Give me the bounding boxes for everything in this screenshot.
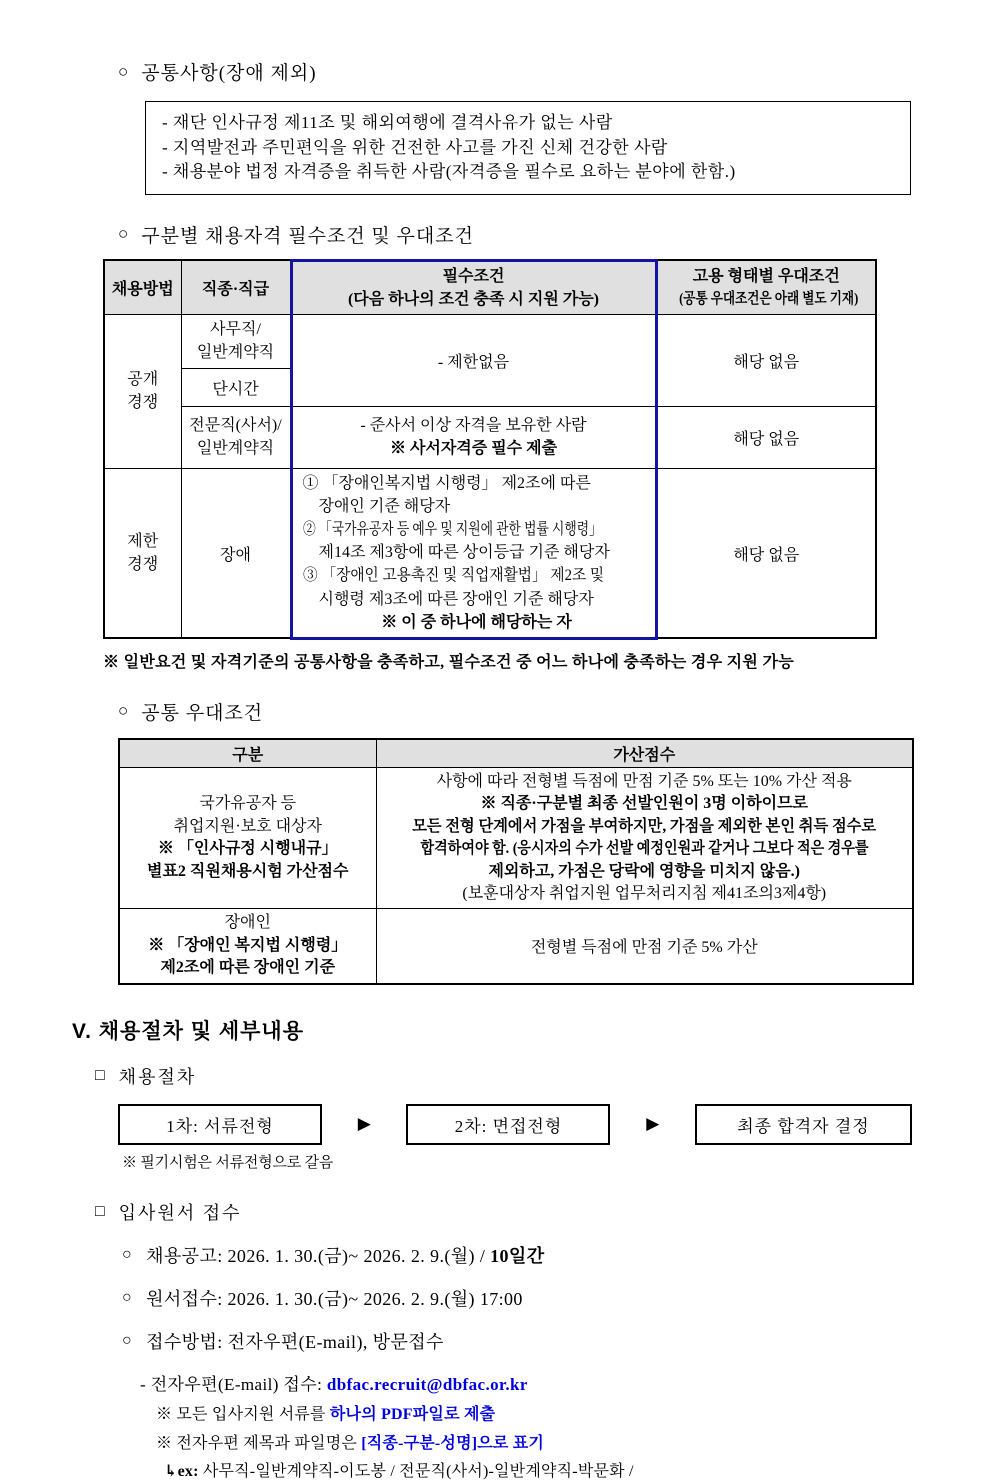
- veteran-bonus-line6: (보훈대상자 취업지원 업무처리지침 제41조의3제4항): [462, 884, 827, 902]
- req-disability-2a-text: ② 「국가유공자 등 예우 및 지원에 관한 법률 시행령」: [302, 521, 602, 539]
- process-subheading-label: 채용절차: [118, 1066, 197, 1087]
- method-limited-line2: 경쟁: [127, 556, 159, 574]
- job-short-cell: 단시간: [181, 368, 291, 406]
- qualification-footnote: ※ 일반요건 및 자격기준의 공통사항을 충족하고, 필수조건 중 어느 하나에 충족하는 경우 지원 가능: [103, 653, 794, 671]
- preference-header-line1: 고용 형태별 우대조건: [692, 268, 840, 286]
- job-professional-line1: 전문직(사서)/: [189, 416, 282, 434]
- flow-step-3: 최종 합격자 결정: [695, 1104, 912, 1145]
- recruit-email-link[interactable]: dbfac.recruit@dbfac.or.kr: [326, 1374, 528, 1394]
- disabled-line2: ※ 「장애인 복지법 시행령」: [148, 936, 348, 954]
- section5-title: V. 채용절차 및 세부내용: [72, 1019, 304, 1043]
- common-requirements-heading: [118, 58, 992, 85]
- requirement-line: - 채용분야 법정 자격증을 취득한 사람(자격증을 필수로 요하는 분야에 한함.): [162, 162, 736, 182]
- example-arrow-prefix: ↳ex:: [164, 1462, 199, 1480]
- col-header-preference: [656, 260, 876, 314]
- method-limited-line1: 제한: [127, 532, 159, 550]
- req-disability-3a-text: ③ 「장애인 고용촉진 및 직업재활법」 제2조 및: [302, 567, 604, 585]
- veteran-line4: 별표2 직원채용시험 가산점수: [147, 862, 349, 880]
- disabled-line1: 장애인: [224, 914, 271, 932]
- req-disability-3b: 시행령 제3조에 따른 장애인 기준 해당자: [318, 590, 594, 608]
- job-professional-line2: 일반계약직: [196, 440, 275, 458]
- req-professional-line1: - 준사서 이상 자격을 보유한 사람: [360, 416, 587, 434]
- req-professional-cell: [291, 406, 656, 468]
- circle-bullet-icon: ○: [122, 1245, 133, 1263]
- method-limited-cell: [104, 468, 181, 638]
- process-subheading: [95, 1063, 992, 1089]
- requirement-line: - 지역발전과 주민편익을 위한 건전한 사고를 가진 신체 건강한 사람: [162, 137, 668, 157]
- application-method-text: 접수방법: 전자우편(E-mail), 방문접수: [146, 1331, 444, 1352]
- arrow-right-icon: ▶: [646, 1114, 660, 1134]
- job-professional-cell: [181, 406, 291, 468]
- flow-step-2: 2차: 면접전형: [406, 1104, 610, 1145]
- veteran-line2: 취업지원·보호 대상자: [173, 817, 322, 835]
- veteran-bonus-line5: 제외하고, 가점은 당락에 영향을 미치지 않음.): [488, 862, 801, 880]
- pdf-note-line: [156, 1401, 992, 1424]
- circle-bullet-icon: ○: [122, 1331, 133, 1349]
- pdf-note-highlight: 하나의 PDF파일로 제출: [329, 1405, 496, 1423]
- req-disability-note: ※ 이 중 하나에 해당하는 자: [381, 613, 572, 631]
- job-office-line1: 사무직/: [210, 321, 261, 339]
- application-period-item: [122, 1285, 992, 1311]
- job-office-cell: [181, 315, 291, 368]
- disabled-type-cell: [119, 909, 376, 984]
- flow-note: ※ 필기시험은 서류전형으로 갈음: [122, 1154, 334, 1171]
- announcement-period-dates: 채용공고: 2026. 1. 30.(금)~ 2026. 2. 9.(월) /: [146, 1245, 491, 1266]
- veteran-bonus-line3: [383, 816, 907, 838]
- req-disability-1b: 장애인 기준 해당자: [318, 497, 451, 515]
- veteran-type-cell: [119, 767, 376, 908]
- job-disability-cell: 장애: [181, 468, 291, 638]
- email-submission-label: - 전자우편(E-mail) 접수:: [140, 1374, 327, 1394]
- qualification-table: [103, 259, 877, 640]
- email-submission-line: [140, 1370, 992, 1395]
- pref-col-header-bonus: 가산점수: [376, 739, 913, 768]
- col-header-method: 채용방법: [104, 260, 181, 314]
- veteran-bonus-line4-text: 합격하여야 함. (응시자의 수가 선발 예정인원과 같거나 그보다 적은 경우를: [420, 840, 869, 858]
- req-disability-2a: [303, 518, 651, 541]
- veteran-bonus-line2: ※ 직종·구분별 최종 선발인원이 3명 이하이므로: [480, 795, 809, 813]
- req-professional-note: ※ 사서자격증 필수 제출: [389, 440, 558, 458]
- circle-bullet-icon: ○: [118, 224, 130, 244]
- method-open-cell: [104, 315, 181, 468]
- filename-note-prefix: ※ 전자우편 제목과 파일명은: [156, 1434, 362, 1452]
- arrow-right-icon: ▶: [357, 1114, 371, 1134]
- job-office-line2: 일반계약직: [196, 344, 275, 362]
- pref-na-cell-2: 해당 없음: [656, 406, 876, 468]
- filename-note-line: [156, 1430, 992, 1453]
- req-disability-2b: 제14조 제3항에 따른 상이등급 기준 해당자: [318, 544, 610, 562]
- announcement-period-duration: 10일간: [490, 1245, 545, 1266]
- flow-step-1: 1차: 서류전형: [118, 1104, 322, 1145]
- qualification-table-title: 구분별 채용자격 필수조건 및 우대조건: [141, 225, 474, 247]
- application-subheading: [95, 1199, 992, 1225]
- application-method-item: [122, 1328, 992, 1354]
- required-header-line2: (다음 하나의 조건 충족 시 지원 가능): [347, 291, 600, 309]
- pref-na-cell-3: 해당 없음: [656, 468, 876, 638]
- req-disability-1a: ① 「장애인복지법 시행령」 제2조에 따른: [302, 474, 591, 492]
- example-body: 사무직-일반계약직-이도봉 / 전문직(사서)-일반계약직-박문화 /: [198, 1462, 634, 1480]
- veteran-bonus-cell: [376, 767, 913, 908]
- requirement-line: - 재단 인사규정 제11조 및 해외여행에 결격사유가 없는 사람: [162, 113, 613, 132]
- announcement-period-text: [146, 1242, 544, 1268]
- veteran-line3: ※ 「인사규정 시행내규」: [157, 840, 338, 858]
- disabled-line3: 제2조에 따른 장애인 기준: [160, 959, 336, 977]
- req-none-cell: - 제한없음: [291, 315, 656, 406]
- qualification-table-heading: [118, 221, 992, 248]
- common-requirements-title: 공통사항(장애 제외): [141, 63, 317, 84]
- filename-example-line: [164, 1458, 992, 1481]
- pref-na-cell-1: 해당 없음: [656, 315, 876, 406]
- preference-table: [118, 738, 914, 985]
- col-header-job: 직종·직급: [181, 260, 291, 314]
- method-open-line2: 경쟁: [127, 394, 159, 412]
- pdf-note-prefix: ※ 모든 입사지원 서류를: [156, 1405, 330, 1423]
- req-disability-3a: [303, 564, 651, 587]
- preference-header-sub: (공통 우대조건은 아래 별도 기재): [678, 290, 858, 307]
- recruitment-flow: [118, 1104, 912, 1145]
- common-preference-title: 공통 우대조건: [141, 702, 264, 724]
- recruitment-notice-page: [0, 58, 992, 1480]
- square-bullet-icon: □: [95, 1066, 107, 1084]
- method-open-line1: 공개: [127, 371, 159, 389]
- common-requirements-box: [145, 101, 911, 195]
- pref-col-header-type: 구분: [119, 739, 376, 768]
- circle-bullet-icon: ○: [118, 701, 130, 721]
- square-bullet-icon: □: [95, 1202, 107, 1220]
- common-preference-heading: [118, 698, 992, 725]
- required-header-line1: 필수조건: [442, 267, 505, 285]
- preference-header-line2: [662, 289, 872, 311]
- veteran-bonus-line3-text: 모든 전형 단계에서 가점을 부여하지만, 가점을 제외한 본인 취득 점수로: [412, 817, 877, 835]
- veteran-bonus-line4: [383, 838, 907, 860]
- announcement-period-item: [122, 1242, 992, 1268]
- filename-note-highlight: [직종-구분-성명]으로 표기: [361, 1434, 545, 1452]
- veteran-bonus-line1: 사항에 따라 전형별 득점에 만점 기준 5% 또는 10% 가산 적용: [436, 772, 852, 790]
- veteran-line1: 국가유공자 등: [199, 795, 297, 813]
- req-disability-cell: [291, 468, 656, 638]
- disabled-bonus-cell: 전형별 득점에 만점 기준 5% 가산: [376, 909, 913, 984]
- circle-bullet-icon: ○: [118, 61, 130, 81]
- col-header-required: [291, 260, 656, 314]
- circle-bullet-icon: ○: [122, 1288, 133, 1306]
- application-period-text: 원서접수: 2026. 1. 30.(금)~ 2026. 2. 9.(월) 17:00: [146, 1288, 523, 1309]
- application-subheading-label: 입사원서 접수: [118, 1202, 242, 1223]
